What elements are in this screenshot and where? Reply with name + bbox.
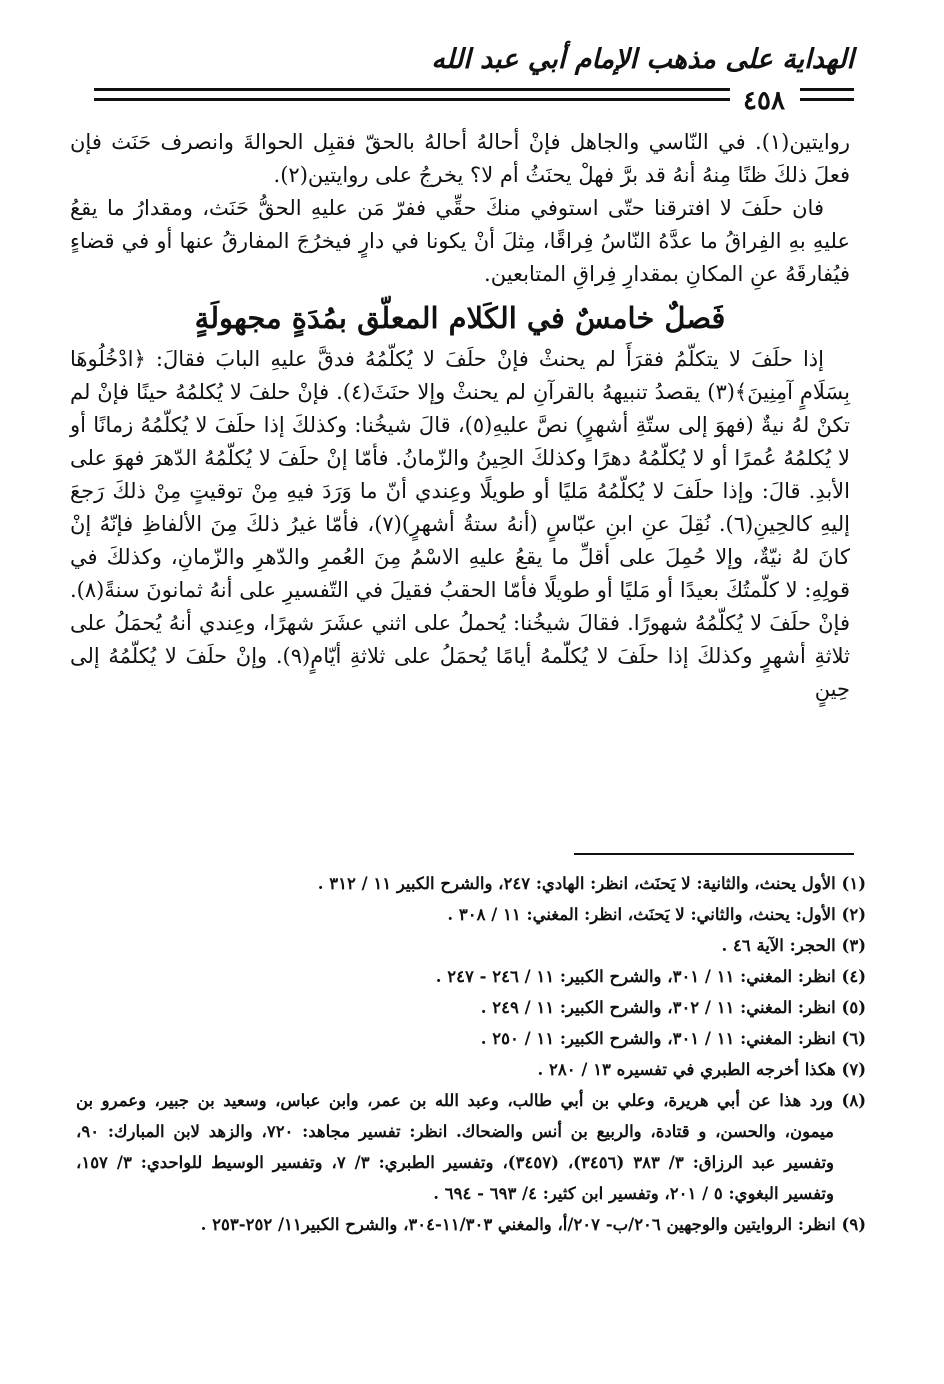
footnote-9: (٩) انظر: الروايتين والوجهين ٢٠٦/ب- ٢٠٧/أ، والمغني ١١/٣٠٣-٣٠٤، والشرح الكبير١١/ ٢٥٢-٢٥٣ . <box>200 1215 866 1234</box>
footnote-4: (٤) انظر: المغني: ١١ / ٣٠١، والشرح الكبير: ١١ / ٢٤٦ - ٢٤٧ . <box>435 967 866 986</box>
paragraph-2: فان حلَفَ لا افترقنا حتّى استوفي منكَ حقِّي ففرّ مَن عليهِ الحقُّ حَنَث، ومقدارُ ما يقعُ عليهِ بهِ الفِراقُ ما عدَّهُ النّاسُ فِراقًا، مِثلَ أنْ يكونا في دارٍ فيخرُجَ المفارقُ عنها أو في قضاءٍ فيُفارقَهُ عنِ المكانِ بمقدارِ فِراقِ المتابعين. <box>70 196 850 286</box>
footnote-5: (٥) انظر: المغني: ١١ / ٣٠٢، والشرح الكبير: ١١ / ٢٤٩ . <box>480 998 866 1017</box>
footnote-8: (٨) ورد هذا عن أبي هريرة، وعلي بن أبي طالب، وعبد الله بن عمر، وابن عباس، وسعيد بن جبير، وعمرو بن ميمون، والحسن، و قتادة، والربيع بن أنس والضحاك. انظر: تفسير مجاهد: ٧٢٠، والزهد لابن المبارك: ٩٠، وتفسير عبد الرزاق: ٣/ ٣٨٣ (٣٤٥٦)، (٣٤٥٧)، وتفسير الطبري: ٣/ ٧، وتفسير الوسيط للواحدي: ٣/ ١٥٧، وتفسير البغوي: ٥ / ٢٠١، وتفسير ابن كثير: ٤/ ٦٩٣ - ٦٩٤ . <box>76 1091 866 1203</box>
footnote-3: (٣) الحجر: الآية ٤٦ . <box>721 936 866 955</box>
paragraph-1: روايتين(١). في النّاسي والجاهل فإنْ أحالهُ أحالهُ بالحقّ فقبِل الحوالةَ وانصرف حَنَث فإن فعلَ ذلكَ ظنًا مِنهُ أنهُ قد برَّ فهلْ يحنَثُ أم لا؟ يخرجُ على روايتين(٢). <box>70 130 850 187</box>
footnote-separator <box>574 853 854 855</box>
header-rule-upper <box>94 88 730 91</box>
footnote-2: (٢) الأول: يحنث، والثاني: لا يَحنَث، انظر: المغني: ١١ / ٣٠٨ . <box>447 905 866 924</box>
main-text <box>70 126 850 706</box>
footnote-7: (٧) هكذا أخرجه الطبري في تفسيره ١٣ / ٢٨٠ . <box>537 1060 866 1079</box>
header-rule-lower <box>94 98 730 101</box>
page-number-rule-left-upper <box>800 88 854 91</box>
footnote-1: (١) الأول يحنث، والثانية: لا يَحنَث، انظر: الهادي: ٢٤٧، والشرح الكبير ١١ / ٣١٢ . <box>317 874 866 893</box>
section-heading: فَصلٌ خامسٌ في الكَلام المعلّق بمُدَةٍ مجهولَةٍ <box>194 301 726 335</box>
footnotes <box>76 868 866 1240</box>
footnote-6: (٦) انظر: المغني: ١١ / ٣٠١، والشرح الكبير: ١١ / ٢٥٠ . <box>480 1029 866 1048</box>
running-title: الهداية على مذهب الإمام أبي عبد الله <box>431 44 854 75</box>
page-number-rule-left-lower <box>800 98 854 101</box>
paragraph-3: إذا حلَفَ لا يتكلّمُ فقرَأَ لم يحنثْ فإنْ حلَفَ لا يُكلّمُهُ فدقَّ عليهِ البابَ فقالَ: ﴿ادْخُلُوهَا بِسَلَامٍ آمِنِينَ﴾(٣) يقصدُ تنبيههُ بالقرآنِ لم يحنثْ وإلا حنَثَ(٤). فإنْ حلفَ لا يُكلمُهُ حينًا فإنْ لم تكنْ لهُ نيةٌ (فهوَ إلى ستّةِ أشهرٍ) نصَّ عليهِ(٥)، قالَ شيخُنا: وكذلكَ إذا حلَفَ لا يُكلّمُهُ زمانًا أو لا يُكلمُهُ عُمرًا أو لا يُكلّمُهُ دهرًا وكذلكَ الحِينُ والزّمانُ. فأمّا إنْ حلَفَ لا يُكلّمُهُ الدّهرَ فهوَ على الأبدِ. قالَ: وإذا حلَفَ لا يُكلّمُهُ مَليًا أو طويلًا وعِندي أنّ ما وَرَدَ فيهِ مِنْ توقيتٍ مِنْ ذلكَ رَجعَ إليهِ كالحِينِ(٦). نُقِلَ عنِ ابنِ عبّاسٍ (أنهُ ستةُ أشهرٍ)(٧)، فأمّا غيرُ ذلكَ مِنَ الألفاظِ فإنّهُ إنْ كانَ لهُ نيّةٌ، وإلا حُمِلَ على أقلِّ ما يقعُ عليهِ الاسْمُ مِنَ العُمرِ والدّهرِ والزّمانِ، وكذلكَ في قولِهِ: لا كلّمتُكَ بعيدًا أو مَليًا أو طويلًا فأمّا الحقبُ فقيلَ في التّفسيرِ على أنهُ ثمانونَ سنةً(٨). فإنْ حلَفَ لا يُكلّمُهُ شهورًا. فقالَ شيخُنا: يُحملُ على اثني عشَرَ شهرًا، وعِندي أنهُ يُحمَلُ على ثلاثةِ أشهرٍ وكذلكَ إذا حلَفَ لا يُكلّمهُ أيامًا يُحمَلُ على ثلاثةِ أيّامٍ(٩). وإنْ حلَفَ لا يُكلّمُهُ إلى حِينٍ <box>70 347 851 701</box>
page-number: ٤٥٨ <box>743 86 785 116</box>
